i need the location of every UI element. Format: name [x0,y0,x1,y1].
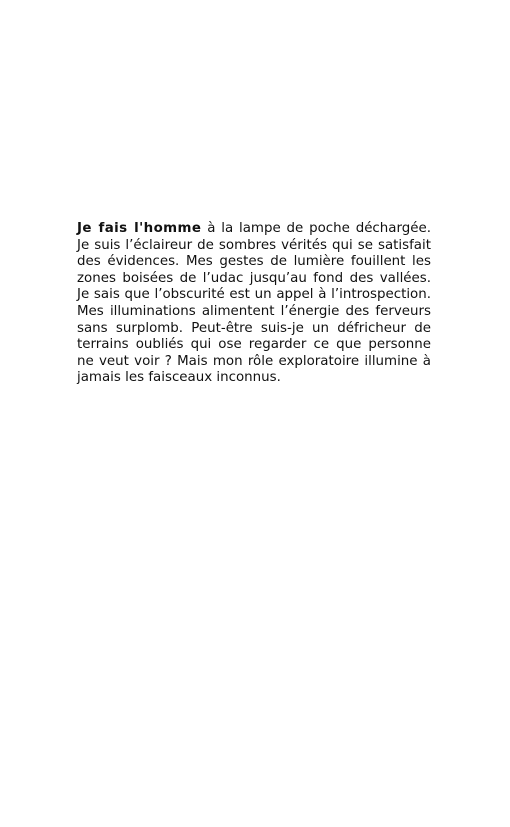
paragraph-text: à la lampe de poche déchargée. Je suis l’éclaireur de sombres vérités qui se satisfait des évidences. Mes gestes de lumière fouillent les zones boisées de l’udac jusqu’au fond des vallées. Je sais que l’obscurité est un appel à l’introspection. Mes illuminations alimentent l’énergie des ferveurs sans surplomb. Peut-être suis-je un défricheur de terrains oubliés qui ose regarder ce que personne ne veut voir ? Mais mon rôle exploratoire illumine à jamais les faisceaux inconnus. [77,221,431,386]
body-paragraph [77,221,431,387]
lead-phrase: Je fais l'homme [77,221,202,236]
